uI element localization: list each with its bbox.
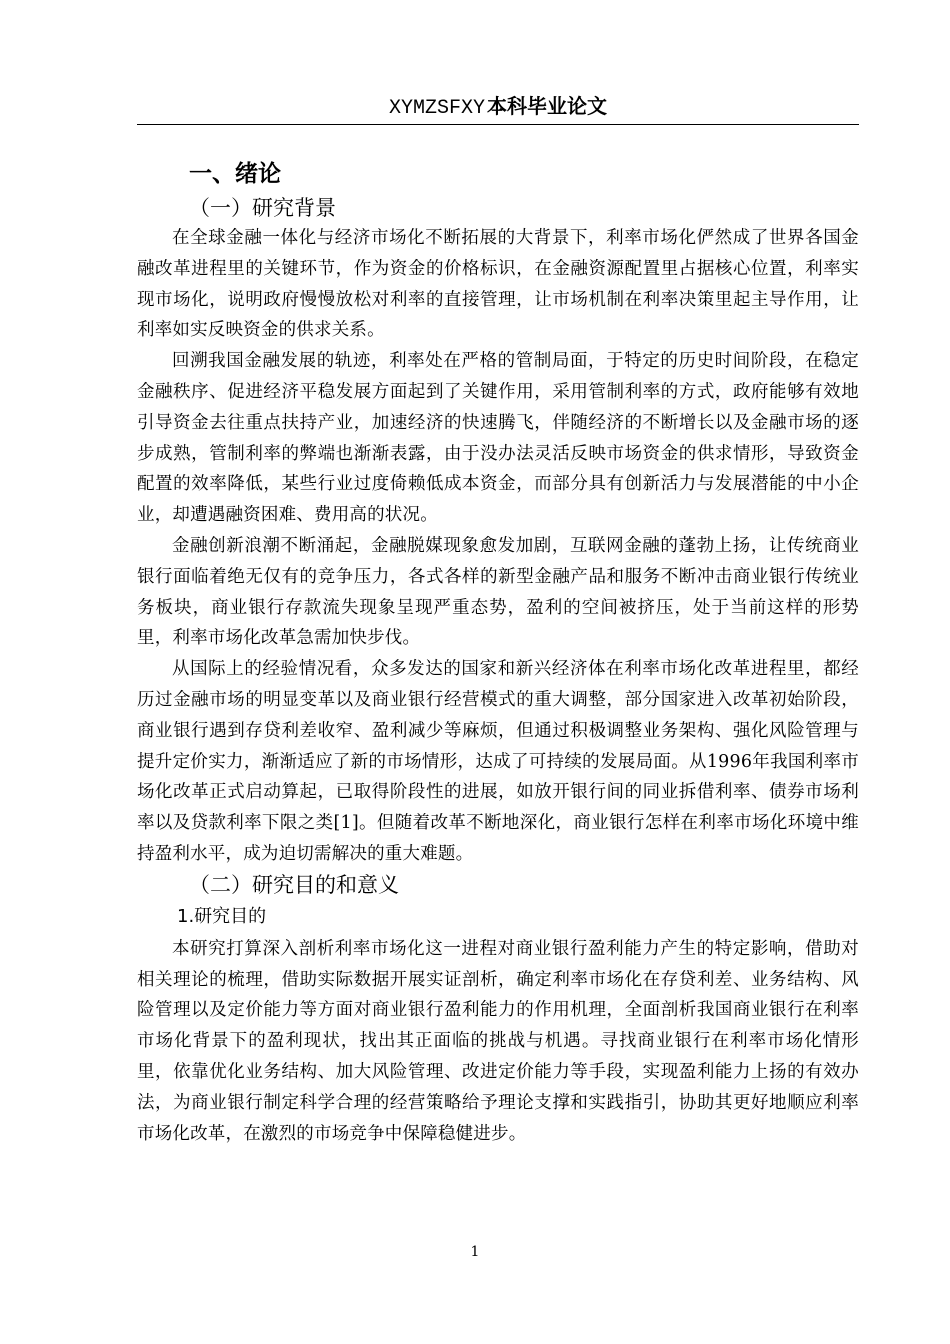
- paragraph: 在全球金融一体化与经济市场化不断拓展的大背景下，利率市场化俨然成了世界各国金融改革进程里的关键环节，作为资金的价格标识，在金融资源配置里占据核心位置，利率实现市场化，说明政府慢慢放松对利率的直接管理，让市场机制在利率决策里起主导作用，让利率如实反映资金的供求关系。: [137, 228, 859, 341]
- paragraph: 金融创新浪潮不断涌起，金融脱媒现象愈发加剧，互联网金融的蓬勃上扬，让传统商业银行面临着绝无仅有的竞争压力，各式各样的新型金融产品和服务不断冲击商业银行传统业务板块，商业银行存款流失现象呈现严重态势，盈利的空间被挤压，处于当前这样的形势里，利率市场化改革急需加快步伐。: [137, 535, 859, 649]
- page-number: 1: [470, 1244, 480, 1260]
- header-thesis-title: 本科毕业论文: [487, 94, 607, 118]
- section-title-purpose: （二）研究目的和意义: [189, 872, 399, 897]
- subsection-title-purpose: 1.研究目的: [177, 905, 267, 927]
- paragraph: 本研究打算深入剖析利率市场化这一进程对商业银行盈利能力产生的特定影响，借助对相关理论的梳理，借助实际数据开展实证剖析，确定利率市场化在存贷利差、业务结构、风险管理以及定价能力等方面对商业银行盈利能力的作用机理，全面剖析我国商业银行在利率市场化背景下的盈利现状，找出其正面临的挑战与机遇。寻找商业银行在利率市场化情形里，依靠优化业务结构、加大风险管理、改进定价能力等手段，实现盈利能力上扬的有效办法，为商业银行制定科学合理的经营策略给予理论支撑和实践指引，协助其更好地顺应利率市场化改革，在激烈的市场竞争中保障稳健进步。: [137, 938, 859, 1144]
- page-header: [137, 88, 859, 125]
- document-body: [137, 155, 859, 1149]
- section-title-background: （一）研究背景: [189, 196, 336, 220]
- chapter-title: 一、绪论: [189, 161, 281, 187]
- paragraph: 回溯我国金融发展的轨迹，利率处在严格的管制局面，于特定的历史时间阶段，在稳定金融秩序、促进经济平稳发展方面起到了关键作用，采用管制利率的方式，政府能够有效地引导资金去往重点扶持产业，加速经济的快速腾飞，伴随经济的不断增长以及金融市场的逐步成熟，管制利率的弊端也渐渐表露，由于没办法灵活反映市场资金的供求情形，导致资金配置的效率降低，某些行业过度倚赖低成本资金，而部分具有创新活力与发展潜能的中小企业，却遭遇融资困难、费用高的状况。: [137, 351, 859, 526]
- header-school-code: XYMZSFXY: [388, 97, 485, 120]
- paragraph: 从国际上的经验情况看，众多发达的国家和新兴经济体在利率市场化改革进程里，都经历过金融市场的明显变革以及商业银行经营模式的重大调整，部分国家进入改革初始阶段，商业银行遇到存贷利差收窄、盈利减少等麻烦，但通过积极调整业务架构、强化风险管理与提升定价实力，渐渐适应了新的市场情形，达成了可持续的发展局面。从1996年我国利率市场化改革正式启动算起，已取得阶段性的进展，如放开银行间的同业拆借利率、债券市场利率以及贷款利率下限之类[1]。但随着改革不断地深化，商业银行怎样在利率市场化环境中维持盈利水平，成为迫切需解决的重大难题。: [137, 659, 859, 864]
